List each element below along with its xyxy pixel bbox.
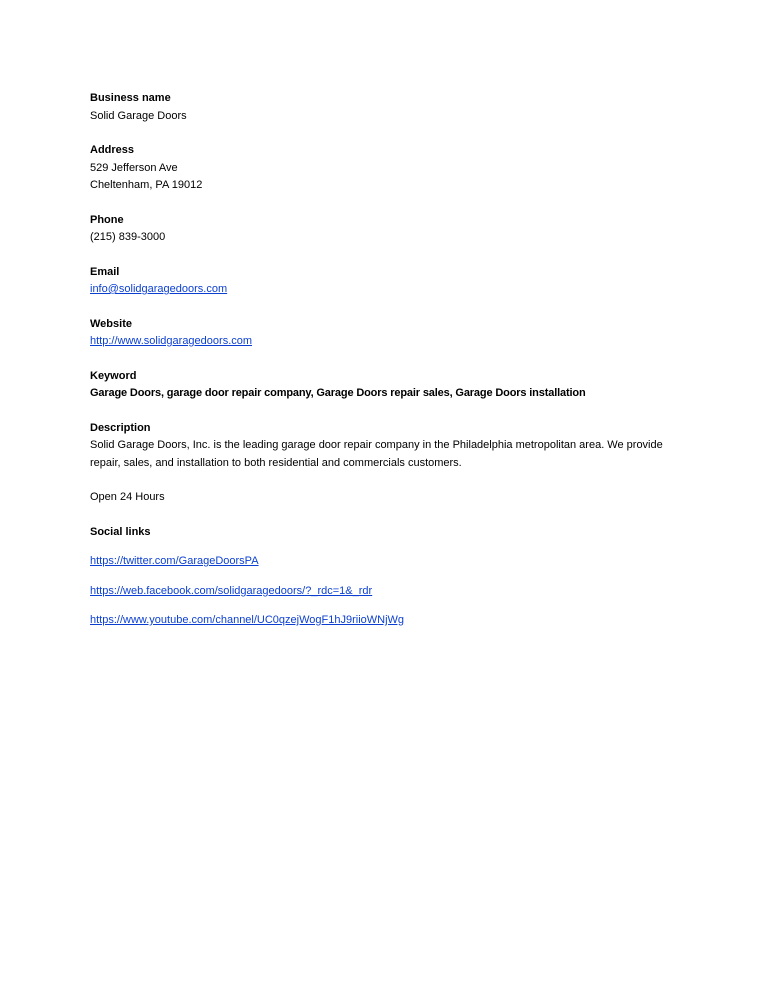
business-name-value: Solid Garage Doors	[90, 109, 187, 122]
social-links-label: Social links	[90, 525, 151, 538]
email-link[interactable]: info@solidgaragedoors.com	[90, 283, 228, 295]
twitter-link[interactable]: https://twitter.com/GarageDoorsPA	[90, 555, 259, 567]
youtube-link[interactable]: https://www.youtube.com/channel/UC0qzejWogF1hJ9riioWNjWg	[90, 614, 405, 626]
social-link-item	[90, 612, 690, 630]
description-section	[90, 420, 690, 473]
business-name-label: Business name	[90, 92, 171, 104]
description-label: Description	[90, 421, 151, 434]
keyword-label: Keyword	[90, 369, 137, 382]
social-links-section	[90, 524, 690, 542]
keyword-value: Garage Doors, garage door repair company, Garage Doors repair sales, Garage Doors installation	[90, 387, 586, 399]
website-link[interactable]: http://www.solidgaragedoors.com	[90, 335, 253, 347]
address-line-2: Cheltenham, PA 19012	[90, 179, 203, 191]
document-page	[90, 90, 690, 642]
address-line-1: 529 Jefferson Ave	[90, 161, 178, 174]
hours-text: Open 24 Hours	[90, 491, 165, 503]
phone-value: (215) 839-3000	[90, 231, 166, 243]
email-section	[90, 264, 690, 299]
phone-section	[90, 212, 690, 247]
keyword-section	[90, 368, 690, 403]
description-text: Solid Garage Doors, Inc. is the leading garage door repair company in the Philadelphia metropolitan area. We provide repair, sales, and installation to both residential and commercials customers.	[90, 439, 663, 469]
social-link-item	[90, 553, 690, 571]
business-name-section	[90, 90, 690, 125]
address-section	[90, 142, 690, 195]
website-section	[90, 316, 690, 351]
facebook-link[interactable]: https://web.facebook.com/solidgaragedoors/?_rdc=1&_rdr	[90, 584, 373, 597]
phone-label: Phone	[90, 213, 124, 226]
hours-section	[90, 489, 690, 507]
website-label: Website	[90, 317, 132, 330]
social-link-item	[90, 583, 690, 601]
email-label: Email	[90, 265, 120, 278]
address-label: Address	[90, 144, 135, 156]
